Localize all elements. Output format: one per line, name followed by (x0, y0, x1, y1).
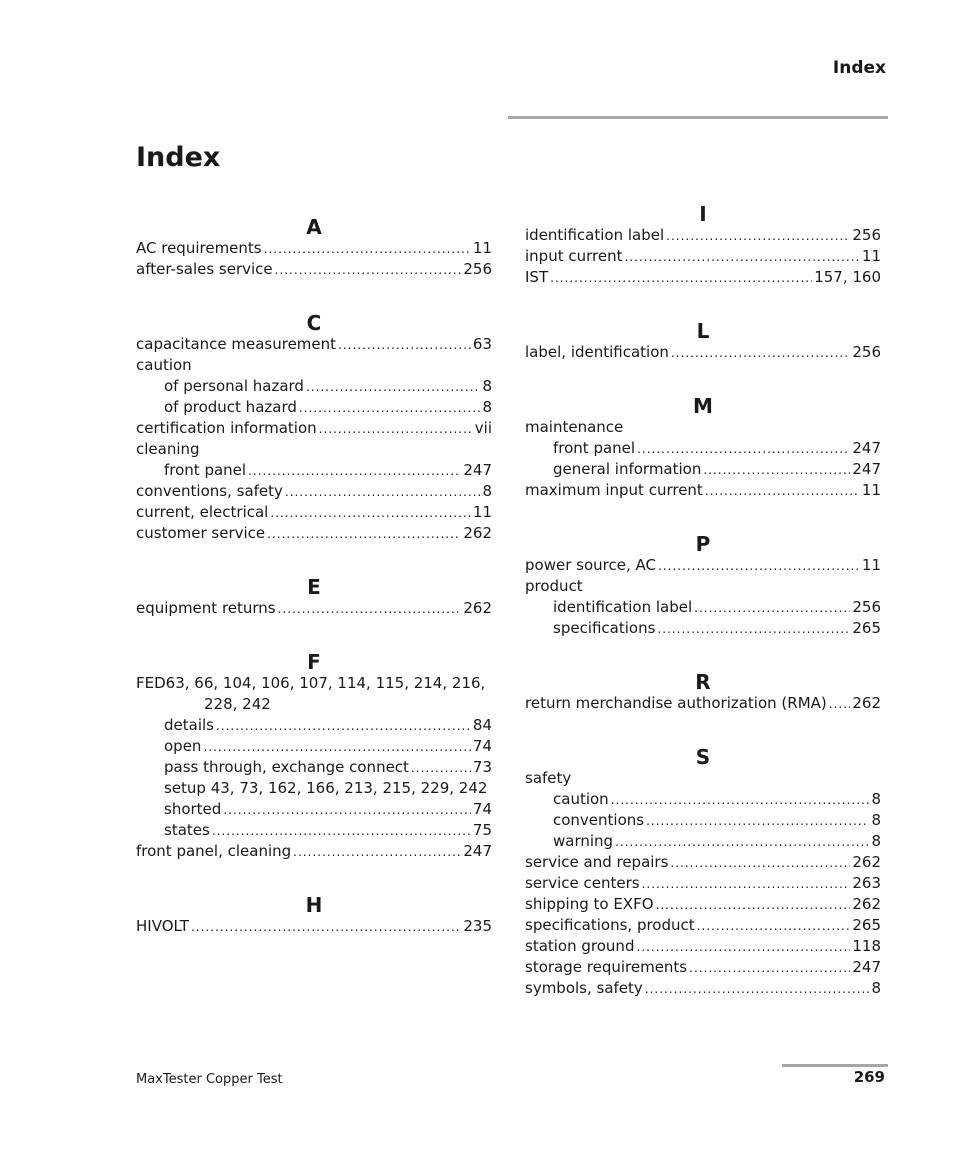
index-entry (525, 267, 881, 288)
entry-term: of product hazard (164, 398, 297, 416)
entry-term: input current (525, 247, 623, 265)
dot-leader (248, 461, 461, 482)
entry-pages: 8 (482, 482, 492, 500)
index-subentry (136, 460, 492, 481)
entry-pages: 262 (852, 853, 881, 871)
dot-leader (646, 811, 869, 832)
entry-term: caution (553, 790, 609, 808)
index-entry (136, 334, 492, 355)
entry-pages: 235 (463, 917, 492, 935)
entry-pages: 262 (463, 524, 492, 542)
entry-pages: 11 (861, 556, 881, 574)
dot-leader (658, 556, 860, 577)
index-entry (525, 852, 881, 873)
entry-pages: 247 (852, 460, 881, 478)
dot-leader (306, 377, 480, 398)
dot-leader (278, 599, 462, 620)
index-entry (136, 523, 492, 544)
index-subentry (525, 618, 881, 639)
dot-leader (270, 503, 471, 524)
index-entry (525, 978, 881, 999)
index-entry (136, 481, 492, 502)
index-entry (136, 418, 492, 439)
dot-leader (212, 821, 471, 842)
index-entry (136, 598, 492, 619)
index-entry (525, 246, 881, 267)
dot-leader (611, 790, 870, 811)
section-letter: F (307, 650, 321, 674)
index-column-left (136, 212, 492, 937)
index-entry (525, 555, 881, 576)
entry-pages: 11 (472, 239, 492, 257)
dot-leader (637, 439, 850, 460)
dot-leader (694, 598, 850, 619)
entry-term: conventions (553, 811, 645, 829)
index-subentry (525, 831, 881, 852)
dot-leader (705, 481, 860, 502)
entry-pages: 247 (852, 958, 881, 976)
entry-pages: 74 (472, 737, 492, 755)
dot-leader (689, 958, 850, 979)
section-letter: S (695, 745, 711, 769)
index-wrapped-line: 228, 242 (204, 695, 271, 713)
entry-pages: 247 (463, 842, 492, 860)
entry-term: capacitance measurement (136, 335, 337, 353)
index-entry (136, 502, 492, 523)
index-subentry (525, 810, 881, 831)
entry-term: service centers (525, 874, 640, 892)
index-subentry (136, 715, 492, 736)
entry-term: of personal hazard (164, 377, 304, 395)
footer-rule (782, 1064, 888, 1067)
index-subentry (136, 376, 492, 397)
entry-pages: 8 (871, 790, 881, 808)
dot-leader (671, 343, 850, 364)
entry-term: conventions, safety (136, 482, 283, 500)
entry-term: service and repairs (525, 853, 669, 871)
index-entry (525, 936, 881, 957)
section-letter: P (695, 532, 711, 556)
entry-term: customer service (136, 524, 266, 542)
entry-term: AC requirements (136, 239, 262, 257)
index-entry (525, 225, 881, 246)
entry-term: identification label (553, 598, 693, 616)
entry-pages: 8 (871, 811, 881, 829)
entry-pages: 256 (852, 598, 881, 616)
index-heading-entry: cleaning (136, 440, 200, 458)
entry-term: pass through, exchange connect (164, 758, 409, 776)
dot-leader (319, 419, 473, 440)
entry-term: certification information (136, 419, 317, 437)
dot-leader (670, 853, 850, 874)
entry-pages: vii (474, 419, 492, 437)
entry-pages: 8 (871, 832, 881, 850)
index-entry (525, 693, 881, 714)
entry-term: front panel (553, 439, 636, 457)
entry-pages: 157, 160 (814, 268, 881, 286)
entry-pages: 73 (472, 758, 492, 776)
entry-term: IST (525, 268, 549, 286)
entry-pages: 8 (871, 979, 881, 997)
dot-leader (636, 937, 850, 958)
index-heading-entry: caution (136, 356, 192, 374)
entry-pages: 11 (472, 503, 492, 521)
index-heading-entry: product (525, 577, 583, 595)
entry-term: return merchandise authorization (RMA) (525, 694, 827, 712)
entry-pages: 262 (852, 694, 881, 712)
entry-term: specifications, product (525, 916, 695, 934)
section-letter: I (699, 202, 707, 226)
entry-pages: 11 (861, 247, 881, 265)
entry-term: details (164, 716, 214, 734)
index-subentry (136, 799, 492, 820)
index-entry (525, 957, 881, 978)
index-entry (525, 873, 881, 894)
index-subentry (525, 438, 881, 459)
entry-term: general information (553, 460, 702, 478)
index-entry (136, 259, 492, 280)
entry-term: shipping to EXFO (525, 895, 654, 913)
dot-leader (338, 335, 471, 356)
section-letter: R (695, 670, 711, 694)
entry-term: maximum input current (525, 481, 703, 499)
dot-leader (264, 239, 471, 260)
index-subentry (136, 397, 492, 418)
dot-leader (203, 737, 470, 758)
index-column-right (525, 199, 881, 999)
entry-pages: 265 (852, 916, 881, 934)
entry-term: states (164, 821, 210, 839)
dot-leader (656, 895, 851, 916)
dot-leader (411, 758, 471, 779)
entry-term: HIVOLT (136, 917, 189, 935)
section-letter: L (696, 319, 710, 343)
entry-pages: 263 (852, 874, 881, 892)
index-subentry (136, 736, 492, 757)
entry-term: symbols, safety (525, 979, 643, 997)
dot-leader (697, 916, 851, 937)
entry-pages: 11 (861, 481, 881, 499)
entry-pages: 256 (852, 226, 881, 244)
dot-leader (293, 842, 461, 863)
section-letter: C (306, 311, 322, 335)
entry-pages: 75 (472, 821, 492, 839)
entry-pages: 63 (472, 335, 492, 353)
entry-term: storage requirements (525, 958, 688, 976)
entry-pages: 265 (852, 619, 881, 637)
entry-term: shorted (164, 800, 222, 818)
dot-leader (642, 874, 851, 895)
dot-leader (657, 619, 850, 640)
dot-leader (615, 832, 869, 853)
index-subentry (136, 820, 492, 841)
page-title: Index (136, 142, 221, 173)
index-heading-entry: maintenance (525, 418, 624, 436)
entry-pages: 262 (852, 895, 881, 913)
section-letter: M (693, 394, 713, 418)
running-header-title: Index (832, 58, 886, 78)
dot-leader (191, 917, 461, 938)
entry-pages: 118 (852, 937, 881, 955)
index-subentry (525, 459, 881, 480)
header-rule (508, 116, 888, 119)
index-entry (136, 238, 492, 259)
index-heading-entry: FED63, 66, 104, 106, 107, 114, 115, 214, 216, (136, 674, 486, 692)
section-letter: E (307, 575, 321, 599)
index-entry (525, 342, 881, 363)
entry-term: current, electrical (136, 503, 269, 521)
dot-leader (223, 800, 471, 821)
entry-term: equipment returns (136, 599, 276, 617)
index-entry (136, 916, 492, 937)
footer-page-number: 269 (853, 1068, 885, 1086)
dot-leader (275, 260, 462, 281)
dot-leader (624, 247, 859, 268)
entry-term: label, identification (525, 343, 669, 361)
entry-pages: 247 (463, 461, 492, 479)
dot-leader (299, 398, 481, 419)
entry-pages: 262 (463, 599, 492, 617)
entry-pages: 74 (472, 800, 492, 818)
index-subentry: setup 43, 73, 162, 166, 213, 215, 229, 242 (164, 779, 488, 797)
entry-pages: 8 (482, 377, 492, 395)
entry-term: front panel, cleaning (136, 842, 292, 860)
index-heading-entry: safety (525, 769, 572, 787)
section-letter: A (306, 215, 322, 239)
entry-pages: 84 (472, 716, 492, 734)
index-subentry (136, 757, 492, 778)
entry-pages: 8 (482, 398, 492, 416)
dot-leader (703, 460, 850, 481)
index-entry (525, 915, 881, 936)
entry-term: power source, AC (525, 556, 656, 574)
dot-leader (216, 716, 471, 737)
entry-pages: 247 (852, 439, 881, 457)
entry-pages: 256 (852, 343, 881, 361)
dot-leader (666, 226, 850, 247)
entry-pages: 256 (463, 260, 492, 278)
dot-leader (829, 694, 851, 715)
dot-leader (285, 482, 481, 503)
dot-leader (645, 979, 870, 1000)
index-subentry (525, 597, 881, 618)
entry-term: warning (553, 832, 614, 850)
index-entry (525, 480, 881, 501)
entry-term: front panel (164, 461, 247, 479)
footer-product-name: MaxTester Copper Test (136, 1072, 283, 1087)
dot-leader (550, 268, 812, 289)
entry-term: after-sales service (136, 260, 273, 278)
index-entry (525, 894, 881, 915)
entry-term: open (164, 737, 202, 755)
entry-term: identification label (525, 226, 665, 244)
section-letter: H (305, 893, 323, 917)
entry-term: station ground (525, 937, 635, 955)
entry-term: specifications (553, 619, 656, 637)
dot-leader (267, 524, 461, 545)
index-entry (136, 841, 492, 862)
index-subentry (525, 789, 881, 810)
